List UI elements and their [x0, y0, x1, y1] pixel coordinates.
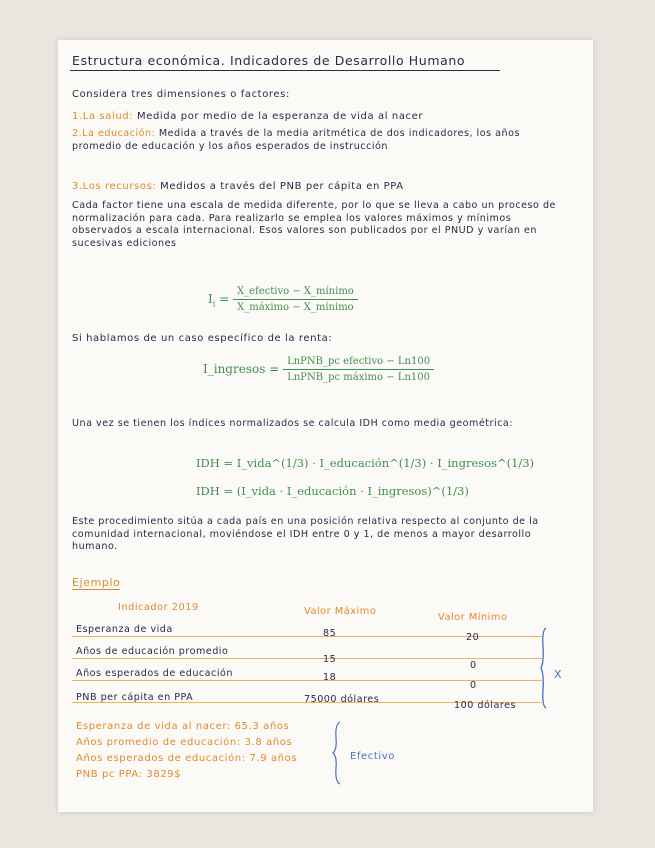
- page-title: Estructura económica. Indicadores de Desarrollo Humano: [72, 53, 466, 68]
- dimension-name: educación:: [97, 128, 156, 139]
- dimension-health: [72, 110, 423, 123]
- intro-text: Considera tres dimensiones o factores:: [72, 89, 290, 100]
- dimension-name: salud:: [99, 111, 134, 122]
- idh-formula-root: IDH = (I_vida · I_educación · I_ingresos)^(1/3): [196, 484, 469, 498]
- dimension-text: Medidos a través del PNB per cápita en PPA: [160, 181, 404, 192]
- table-cell: 15: [323, 654, 337, 665]
- effective-education-expected: Años esperados de educación: 7.9 años: [76, 753, 298, 764]
- effective-label: Efectivo: [350, 751, 396, 762]
- table-cell: Esperanza de vida: [76, 624, 173, 635]
- table-header-indicator: Indicador 2019: [118, 602, 199, 613]
- dimension-name: recursos:: [105, 181, 157, 192]
- effective-life-expectancy: Esperanza de vida al nacer: 65.3 años: [76, 721, 290, 732]
- normalization-formula: $I_i$ = $\frac{\text{X\_efectivo − X\_mínimo}}{\text{X\_máximo − X\_mínimo}}$: [208, 286, 358, 313]
- income-formula: I_ingresos = $\frac{\text{LnPNB\_pc efectivo − Ln100}}{\text{LnPNB\_pc máximo − Ln100}}$: [203, 356, 434, 383]
- normalization-paragraph: Cada factor tiene una escala de medida diferente, por lo que se lleva a cabo un proceso de normalización para cada. Para realizarlo se emplea los valores máximos y mínimos observados a escala internacional. Esos valores son publicados por el PNUD y varían en sucesivas ediciones: [72, 200, 556, 249]
- example-label: Ejemplo: [72, 576, 121, 589]
- table-header-max: Valor Máximo: [304, 606, 377, 617]
- formula-denominator: X_máximo − X_mínimo: [237, 302, 354, 313]
- dimension-number: 2.La: [72, 128, 95, 139]
- dimension-text: Medida a través de la media aritmética de dos indicadores, los años promedio de educación y los años esperados de instrucción: [72, 128, 520, 152]
- dimension-resources: [72, 180, 404, 193]
- brace-label-x: X: [554, 668, 563, 681]
- table-cell: 18: [323, 672, 337, 683]
- formula-lhs-sub: i: [212, 299, 216, 309]
- table-cell: 100 dólares: [454, 700, 516, 711]
- table-cell: 20: [466, 632, 480, 643]
- notebook-page: [58, 40, 593, 812]
- table-cell: PNB per cápita en PPA: [76, 692, 194, 703]
- formula-numerator: LnPNB_pc efectivo − Ln100: [283, 356, 434, 370]
- effective-brace: [330, 720, 346, 786]
- effective-pnb: PNB pc PPA: 3829$: [76, 769, 182, 780]
- idh-formula-product: IDH = I_vida^(1/3) · I_educación^(1/3) · I_ingresos^(1/3): [196, 456, 535, 470]
- table-cell: 0: [470, 680, 477, 691]
- table-cell: 0: [470, 660, 477, 671]
- dimension-number: 3.Los: [72, 181, 102, 192]
- table-cell: 75000 dólares: [304, 694, 380, 705]
- dimension-education: [72, 128, 567, 153]
- dimension-number: 1.La: [72, 111, 96, 122]
- formula-lhs: I: [208, 292, 213, 306]
- income-paragraph: Si hablamos de un caso específico de la renta:: [72, 333, 333, 344]
- formula-numerator: X_efectivo − X_mínimo: [233, 286, 358, 300]
- idh-paragraph: Una vez se tienen los índices normalizados se calcula IDH como media geométrica:: [72, 418, 514, 429]
- dimension-text: Medida por medio de la esperanza de vida al nacer: [136, 111, 424, 122]
- formula-denominator: LnPNB_pc máximo − Ln100: [287, 372, 430, 383]
- table-cell: Años esperados de educación: [76, 668, 233, 679]
- position-paragraph: Este procedimiento sitúa a cada país en una posición relativa respecto al conjunto de la comunidad internacional, moviéndose el IDH entre 0 y 1, de menos a mayor desarrollo humano.: [72, 516, 539, 552]
- table-header-min: Valor Mínimo: [438, 612, 508, 623]
- title-underline: [70, 70, 500, 71]
- table-cell: Años de educación promedio: [76, 646, 229, 657]
- table-cell: 85: [323, 628, 337, 639]
- formula-lhs: I_ingresos: [203, 362, 266, 376]
- effective-education-average: Años promedio de educación: 3.8 años: [76, 737, 293, 748]
